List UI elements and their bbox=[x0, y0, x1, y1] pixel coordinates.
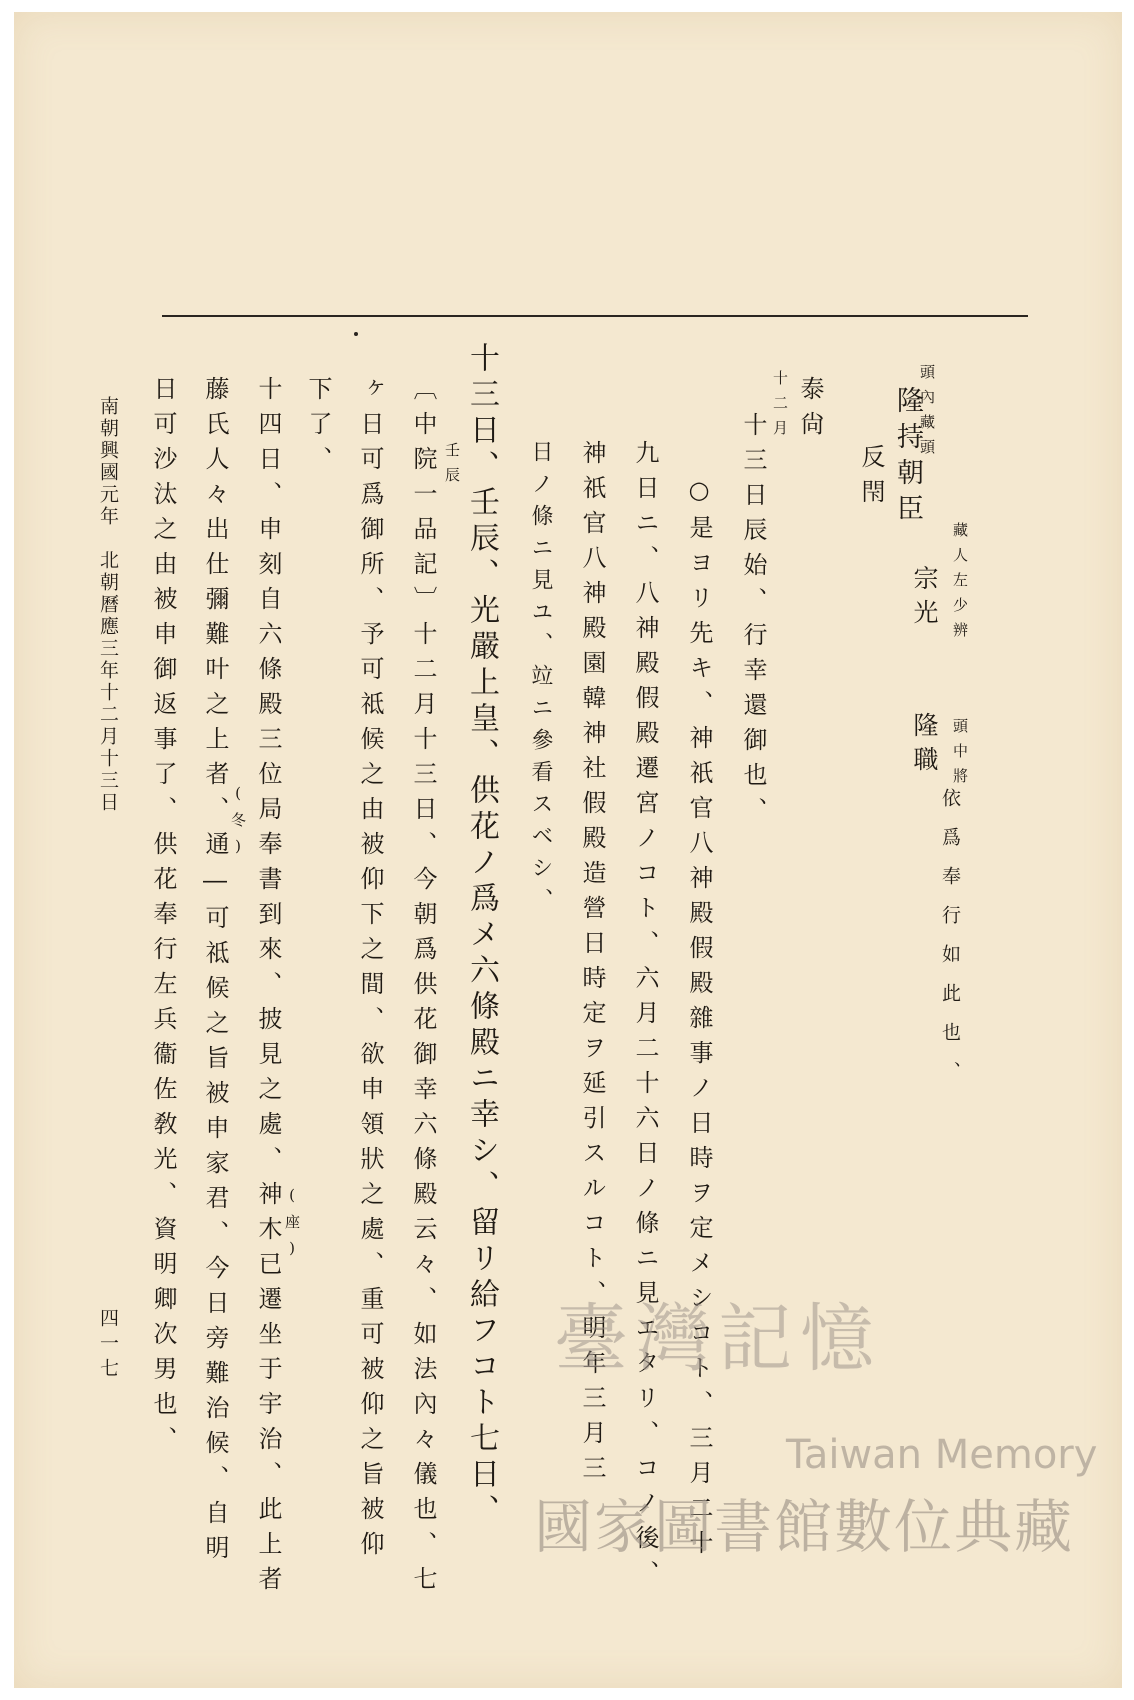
line-text-2: 下了、 bbox=[304, 376, 332, 481]
line-text-4: 藤氏人々出仕彌難叶之上者、通―可祗候之旨被申家君、今日旁難治候、自明 bbox=[201, 376, 229, 1570]
line-text-1: ヶ日可爲御所、予可祗候之由被仰下之間、欲申領狀之處、重可被仰之旨被仰 bbox=[356, 376, 384, 1566]
sender1-name: 宗光 bbox=[910, 565, 939, 633]
sender2-name: 隆職 bbox=[910, 712, 939, 780]
line-source: 〔中院一品記〕十二月十三日、今朝爲供花御幸六條殿云々、如法內々儀也、七 bbox=[409, 376, 437, 1601]
line-note-3: 神祇官八神殿園韓神社假殿造營日時定ヲ延引スルコト、明年三月三 bbox=[578, 440, 606, 1490]
line-month: 十二月 bbox=[771, 370, 789, 445]
line-note-2: 九日ニ、八神殿假殿遷宮ノコト、六月二十六日ノ條ニ見エタリ、コノ後、 bbox=[631, 440, 659, 1595]
line-return: 十三日辰始、行幸還御也、 bbox=[739, 412, 767, 832]
watermark-english: Taiwan Memory bbox=[786, 1432, 1098, 1478]
sender1-title: 藏人左少辨 bbox=[951, 522, 969, 647]
line-headline: 十三日、壬辰、光嚴上皇、供花ノ爲メ六條殿ニ幸シ、留リ給フコト七日、 bbox=[464, 342, 499, 1530]
day-note: 壬辰 bbox=[443, 442, 461, 492]
footer-era: 南朝興國元年 北朝曆應三年十二月十三日 bbox=[97, 396, 119, 814]
horizontal-rule bbox=[162, 315, 1028, 317]
watermark-cjk: 臺灣記憶 bbox=[554, 1296, 882, 1382]
addressee-title: 頭內藏頭 bbox=[918, 364, 936, 464]
reply-mark: 反閇 bbox=[857, 444, 885, 514]
annotation-zuo: (座) bbox=[283, 1186, 301, 1267]
dot-mark bbox=[354, 332, 358, 336]
closing-note: 依爲奉行如此也、 bbox=[939, 788, 961, 1100]
document-page bbox=[14, 12, 1122, 1688]
sender2-title: 頭中將 bbox=[951, 718, 969, 793]
addressee-name: 隆持朝臣 bbox=[892, 386, 923, 530]
line-text-3: 十四日、申刻自六條殿三位局奉書到來、披見之處、神木已遷坐于宇治、此上者 bbox=[254, 376, 282, 1601]
watermark-library: 國家圖書館數位典藏 bbox=[534, 1493, 1075, 1561]
line-note-1: ○是ヨリ先キ、神祇官八神殿假殿雜事ノ日時ヲ定メシコト、三月二十 bbox=[685, 476, 713, 1565]
annotation-dong: (冬) bbox=[229, 784, 247, 865]
page-number: 四一七 bbox=[97, 1308, 119, 1383]
line-taishang: 泰尙 bbox=[796, 376, 824, 446]
line-text-5: 日可沙汰之由被申御返事了、供花奉行左兵衞佐敎光、資明卿次男也、 bbox=[149, 376, 177, 1461]
line-note-4: 日ノ條ニ見ユ、竝ニ參看スベシ、 bbox=[528, 440, 553, 920]
